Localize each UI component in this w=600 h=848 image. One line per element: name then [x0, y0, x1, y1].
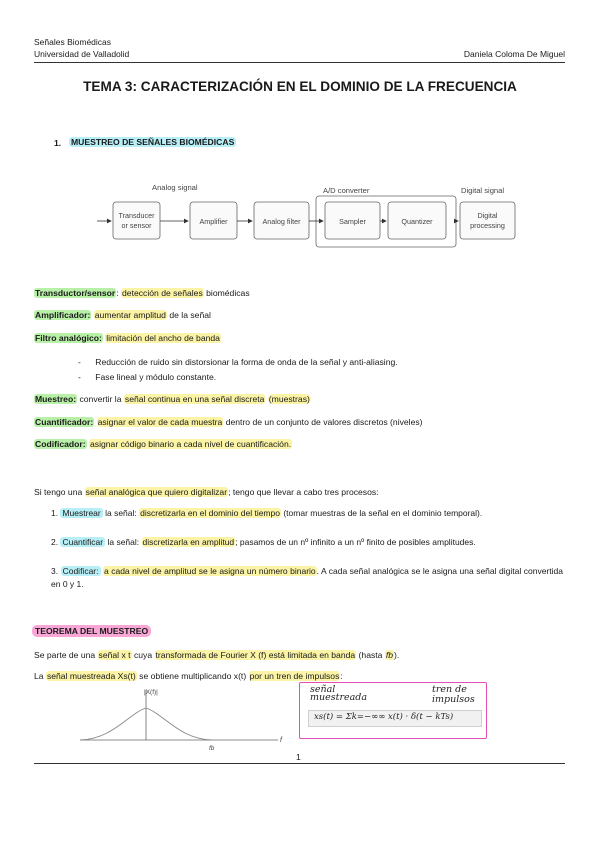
bullet-dash: - — [78, 372, 81, 382]
process-item-1: 1. Muestrear la señal: discretizarla en el dominio del tiempo (tomar muestras de la señal en el dominio temporal). — [51, 508, 483, 518]
def-muestreo: Muestreo: convertir la señal continua en una señal discreta (muestras) — [35, 394, 310, 404]
block-amplifier-label: Amplifier — [199, 217, 228, 226]
header-author: Daniela Coloma De Miguel — [463, 49, 565, 59]
footer-divider — [34, 763, 565, 764]
plot-fb-label: fb — [209, 745, 215, 752]
label-analog-signal: Analog signal — [152, 183, 198, 192]
def-amplificador: Amplificador: aumentar amplitud de la señal — [35, 310, 211, 320]
block-digital-line2: processing — [470, 221, 505, 230]
section-1-number: 1. — [54, 138, 62, 148]
theorem-line-1: Se parte de una señal x t cuya transformada de Fourier X (f) está limitada en banda (hasta fb). — [34, 650, 400, 660]
bullet-dash: - — [78, 357, 81, 367]
plot-y-label: |X(f)| — [144, 689, 158, 696]
sampling-formula: xs(t) = Σk=−∞∞ x(t) · δ(t − kTs) — [314, 712, 454, 722]
bullet-2: - Fase lineal y módulo constante. — [78, 372, 217, 382]
theorem-title: TEOREMA DEL MUESTREO — [32, 625, 151, 637]
process-item-2: 2. Cuantificar la señal: discretizarla en amplitud; pasamos de un nº infinito a un nº finito de posibles amplitudes. — [51, 537, 476, 547]
note-right: tren de impulsos — [432, 684, 475, 705]
process-item-3: 3. Codificar: a cada nivel de amplitud se le asigna un número binario. A cada señal analógica se le asigna una señal digital convertida en 0 y 1. — [51, 566, 563, 589]
ad-conversion-diagram — [95, 180, 535, 250]
block-transducer-line2: or sensor — [121, 221, 152, 230]
spectrum-plot — [78, 684, 293, 754]
note-left: señal muestreada — [310, 684, 368, 703]
section-1-title: MUESTREO DE SEÑALES BIOMÉDICAS — [71, 137, 235, 147]
label-ad-converter: A/D converter — [323, 186, 370, 195]
header-university: Universidad de Valladolid — [34, 49, 130, 59]
header-divider — [34, 62, 565, 63]
header-course: Señales Biomédicas — [34, 37, 112, 47]
page-number: 1 — [296, 752, 301, 762]
block-quantizer-label: Quantizer — [401, 217, 433, 226]
page-title: TEMA 3: CARACTERIZACIÓN EN EL DOMINIO DE LA FRECUENCIA — [83, 79, 517, 94]
def-codificador: Codificador: asignar código binario a cada nivel de cuantificación. — [35, 439, 292, 449]
def-transductor: Transductor/sensor: detección de señales biomédicas — [35, 288, 250, 298]
def-cuantificador: Cuantificador: asignar el valor de cada muestra dentro de un conjunto de valores discretos (niveles) — [35, 417, 423, 427]
block-analog-filter-label: Analog filter — [262, 217, 301, 226]
label-digital-signal: Digital signal — [461, 186, 505, 195]
block-transducer-line1: Transducer — [118, 211, 155, 220]
bullet-1: - Reducción de ruido sin distorsionar la forma de onda de la señal y anti-aliasing. — [78, 357, 398, 367]
def-filtro: Filtro analógico: limitación del ancho de banda — [35, 333, 220, 343]
block-digital-line1: Digital — [477, 211, 498, 220]
plot-x-label: f — [280, 737, 282, 744]
processes-intro: Si tengo una señal analógica que quiero digitalizar; tengo que llevar a cabo tres procesos: — [34, 487, 379, 497]
theorem-line-2: La señal muestreada Xs(t) se obtiene multiplicando x(t) por un tren de impulsos: — [34, 671, 343, 681]
block-sampler-label: Sampler — [339, 217, 366, 226]
